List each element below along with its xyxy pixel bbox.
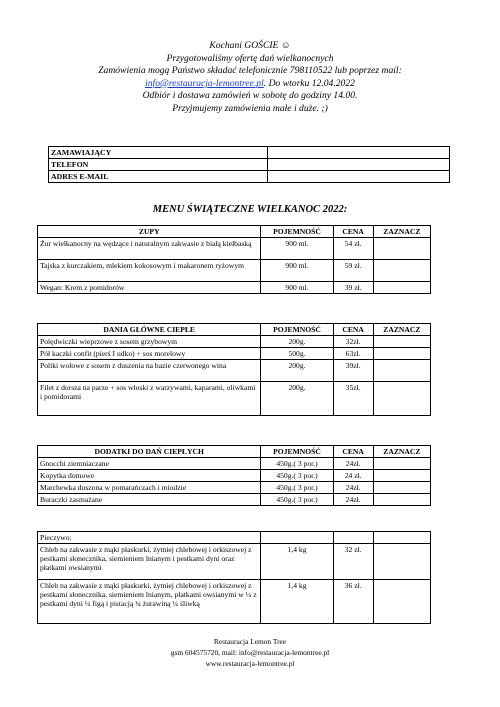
intro-order-info: Zamówienia mogą Państwo składać telefonicznie 798110522 lub poprzez mail: <box>98 65 402 77</box>
customer-table <box>48 146 450 183</box>
intro-offer: Przygotowaliśmy ofertę dań wielkanocnych <box>166 52 334 64</box>
mark-header: ZAZNACZ <box>373 446 430 458</box>
footer-website: www.restauracja-lemontree.pl <box>205 659 295 668</box>
table-row <box>38 494 431 506</box>
sides-header-row <box>38 446 431 458</box>
dish-price: 35zł. <box>333 382 373 416</box>
mark-header: ZAZNACZ <box>373 226 430 238</box>
bread-price: 36 zł. <box>333 580 373 624</box>
email-field[interactable] <box>268 171 450 183</box>
customer-row-phone <box>49 159 450 171</box>
table-row <box>38 360 431 382</box>
dish-price: 63zł. <box>333 348 373 360</box>
mark-cell[interactable] <box>373 260 430 282</box>
dish-name: Wegan: Krem z pomidorów <box>38 282 261 294</box>
mark-cell[interactable] <box>373 336 430 348</box>
dish-price: 54 zł. <box>333 238 373 260</box>
table-row <box>38 382 431 416</box>
bread-weight: 1,4 kg <box>261 580 333 624</box>
dish-name: Pół kaczki confit (pierś I udko) + sos morelowy <box>38 348 261 360</box>
intro-deadline: . Do wtorku 12.04.2022 <box>263 77 355 89</box>
portion-header: POJEMNOŚĆ <box>261 324 333 336</box>
bread-price: 32 zł. <box>333 544 373 580</box>
mark-cell[interactable] <box>373 494 430 506</box>
bread-name: Chleb na zakwasie z mąki płaskurki, żytniej chlebowej i orkiszowej z pestkami słonecznika, siemieniem lnianym, płatkami owsianymi w ¼ z pestkami dyni ¼ figą i pistacją ¼ żurawiną ¼ śliwką <box>38 580 261 624</box>
portion-header: POJEMNOŚĆ <box>261 446 333 458</box>
mark-cell[interactable] <box>373 544 430 580</box>
table-row <box>38 482 431 494</box>
empty-cell <box>333 532 373 544</box>
dish-price: 24zł. <box>333 482 373 494</box>
menu-title: MENU ŚWIĄTECZNE WIELKANOC 2022: <box>152 204 348 215</box>
table-row <box>38 260 431 282</box>
dish-portion: 500g. <box>261 348 333 360</box>
dish-price: 39zł. <box>333 360 373 382</box>
soups-header: ZUPY <box>38 226 261 238</box>
dish-name: Filet z dorsza na parze + sos włoski z warzywami, kaparami, oliwkami i pomidorami <box>38 382 261 416</box>
customer-row-email <box>49 171 450 183</box>
table-row <box>38 580 431 624</box>
intro-pickup: Odbiór i dostawa zamówień w sobotę do godziny 14.00. <box>142 90 358 102</box>
mains-header: DANIA GŁÓWNE CIEPŁE <box>38 324 261 336</box>
dish-portion: 450g.( 3 por.) <box>261 470 333 482</box>
dish-name: Gnocchi ziemniaczane <box>38 458 261 470</box>
mark-cell[interactable] <box>373 458 430 470</box>
mark-cell[interactable] <box>373 360 430 382</box>
dish-name: Kopytka domowe <box>38 470 261 482</box>
soups-header-row <box>38 226 431 238</box>
phone-field[interactable] <box>268 159 450 171</box>
dish-portion: 900 ml. <box>261 282 333 294</box>
dish-portion: 450g.( 3 por.) <box>261 482 333 494</box>
dish-name: Żur wielkanocny na wędzące i naturalnym zakwasie z białą kiełbaską <box>38 238 261 260</box>
bread-weight: 1,4 kg <box>261 544 333 580</box>
mains-header-row <box>38 324 431 336</box>
table-row <box>38 348 431 360</box>
mark-cell[interactable] <box>373 470 430 482</box>
mark-cell[interactable] <box>373 238 430 260</box>
price-header: CENA <box>333 446 373 458</box>
sides-header: DODATKI DO DAŃ CIEPŁYCH <box>38 446 261 458</box>
footer-restaurant-name: Restauracja Lemon Tree <box>213 637 287 646</box>
price-header: CENA <box>333 324 373 336</box>
table-row <box>38 238 431 260</box>
dish-name: Buraczki zasmażane <box>38 494 261 506</box>
table-row <box>38 470 431 482</box>
orderer-field[interactable] <box>268 147 450 159</box>
sides-table <box>37 445 431 506</box>
bread-name: Chleb na zakwasie z mąki płaskurki, żytniej chlebowej i orkiszowej z pestkami słonecznika, siemieniem lnianym i pestkami dyni oraz płatkami owsianymi <box>38 544 261 580</box>
footer-contact: gsm 604575720, mail: info@restauracja-lemontree.pl <box>170 648 330 657</box>
dish-name: Poliki wołowe z sosem z duszenia na bazie czerwonego wina <box>38 360 261 382</box>
greeting: Kochani GOŚCIE ☺ <box>209 40 291 51</box>
dish-price: 32zł. <box>333 336 373 348</box>
dish-price: 24zł. <box>333 494 373 506</box>
bread-header: Pieczywo: <box>38 532 261 544</box>
dish-price: 24 zł. <box>333 470 373 482</box>
email-label: ADRES E-MAIL <box>49 171 268 183</box>
mark-cell[interactable] <box>373 482 430 494</box>
empty-cell <box>261 532 333 544</box>
mark-cell[interactable] <box>373 580 430 624</box>
intro-sizes: Przyjmujemy zamówienia małe i duże. ;) <box>172 102 328 114</box>
mark-cell[interactable] <box>373 282 430 294</box>
dish-portion: 450g.( 3 por.) <box>261 494 333 506</box>
portion-header: POJEMNOŚĆ <box>261 226 333 238</box>
dish-price: 39 zł. <box>333 282 373 294</box>
mark-cell[interactable] <box>373 382 430 416</box>
footer <box>0 636 500 669</box>
dish-price: 59 zł. <box>333 260 373 282</box>
mark-header: ZAZNACZ <box>373 324 430 336</box>
price-header: CENA <box>333 226 373 238</box>
customer-row-orderer <box>49 147 450 159</box>
dish-portion: 200g. <box>261 382 333 416</box>
table-row <box>38 336 431 348</box>
dish-portion: 900 ml. <box>261 260 333 282</box>
table-row <box>38 458 431 470</box>
table-row <box>38 282 431 294</box>
bread-header-row <box>38 532 431 544</box>
dish-portion: 200g. <box>261 336 333 348</box>
intro-block <box>40 40 460 116</box>
soups-table <box>37 225 431 294</box>
dish-portion: 450g.( 3 por.) <box>261 458 333 470</box>
phone-label: TELEFON <box>49 159 268 171</box>
dish-portion: 200g. <box>261 360 333 382</box>
table-row <box>38 544 431 580</box>
bread-table <box>37 531 431 624</box>
dish-portion: 900 ml. <box>261 238 333 260</box>
dish-name: Marchewka duszona w pomarańczach i miodzie <box>38 482 261 494</box>
dish-name: Tajska z kurczakiem, mlekiem kokosowym i makaronem ryżowym <box>38 260 261 282</box>
intro-email-line <box>40 78 460 91</box>
orderer-label: ZAMAWIAJĄCY <box>49 147 268 159</box>
dish-price: 24zł. <box>333 458 373 470</box>
mains-table <box>37 323 431 416</box>
mark-cell[interactable] <box>373 348 430 360</box>
dish-name: Polędwiczki wieprzowe z sosem grzybowym <box>38 336 261 348</box>
empty-cell <box>373 532 430 544</box>
email-link[interactable]: info@restauracja-lemontree.pl <box>145 77 264 89</box>
